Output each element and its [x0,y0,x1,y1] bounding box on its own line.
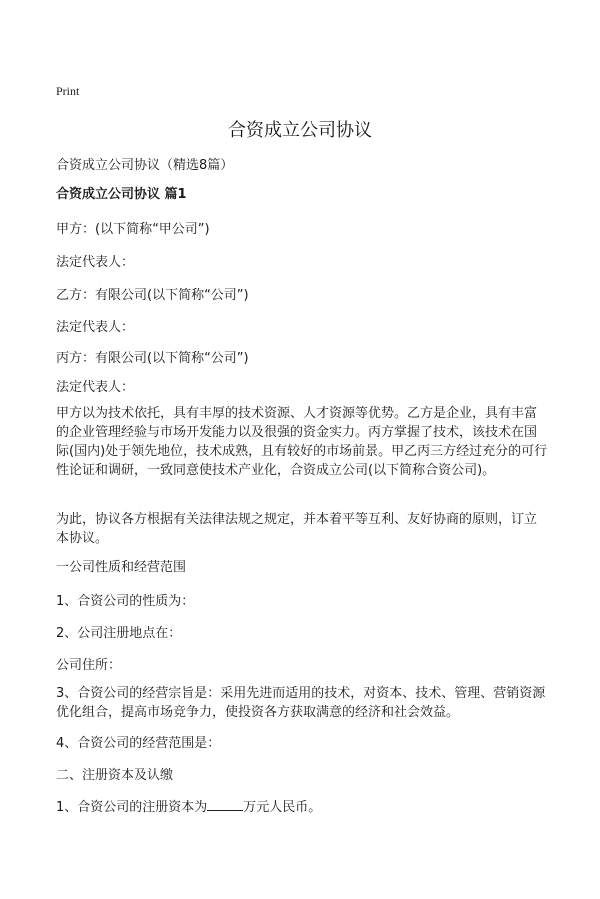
print-link[interactable]: Print [56,84,80,98]
party-c-line: 丙方：有限公司(以下简称“公司”) [56,351,249,366]
section-heading: 合资成立公司协议 篇1 [56,187,187,202]
clause-business-purpose: 3、合资公司的经营宗旨是：采用先进而适用的技术，对资本、技术、管理、营销资源优化组合，提高市场竞争力，使投资各方获取满意的经济和社会效益。 [56,686,546,720]
capital-prefix: 1、合资公司的注册资本为 [56,800,208,815]
document-subtitle: 合资成立公司协议（精选8篇） [56,158,234,173]
purpose-paragraph: 为此，协议各方根据有关法律法规之规定，并本着平等互利、友好协商的原则，订立本协议。 [56,512,538,546]
capital-blank [207,798,243,811]
intro-paragraph: 甲方以为技术依托，具有丰厚的技术资源、人才资源等优势。乙方是企业，具有丰富的企业管理经验与市场开发能力以及很强的资金实力。丙方掌握了技术，该技术在国际(国内)处于领先地位，技术成熟，且有较好的市场前景。甲乙丙三方经过充分的可行性论证和调研，一致同意使技术产业化，合资成立公司(以下简称合资公司)。 [56,406,548,478]
capital-suffix: 万元人民币。 [243,800,322,815]
clause-business-scope: 4、合资公司的经营范围是： [56,736,221,751]
clause-registration-place: 2、公司注册地点在： [56,626,182,641]
chapter-heading-nature: 一公司性质和经营范围 [56,560,187,575]
clause-company-address: 公司住所： [56,658,122,673]
party-b-line: 乙方：有限公司(以下简称“公司”) [56,288,249,303]
party-a-line: 甲方：(以下简称“甲公司”) [56,222,210,237]
party-a-representative: 法定代表人： [56,255,135,270]
clause-company-nature: 1、合资公司的性质为： [56,594,195,609]
page-title: 合资成立公司协议 [228,120,372,141]
party-c-representative: 法定代表人： [56,380,135,395]
party-b-representative: 法定代表人： [56,320,135,335]
chapter-heading-capital: 二、注册资本及认缴 [56,768,174,783]
clause-registered-capital [56,796,321,815]
